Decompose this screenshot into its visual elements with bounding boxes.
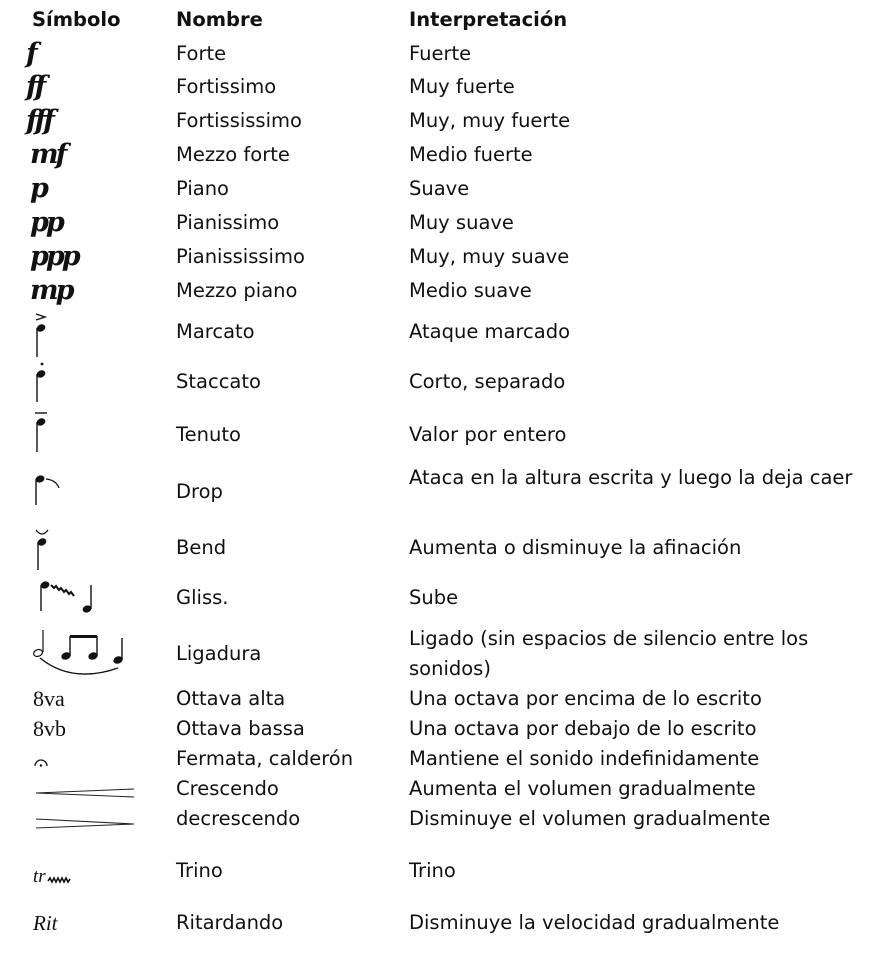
piano-symbol: p <box>30 173 46 204</box>
row-name: Crescendo <box>176 777 279 800</box>
row-interpretation: Muy, muy fuerte <box>409 109 571 132</box>
row-name: Ritardando <box>176 911 284 934</box>
row-interpretation: Sube <box>409 586 459 609</box>
row-name: Fortississimo <box>176 109 302 132</box>
row-name: Pianississimo <box>176 245 305 268</box>
drop-icon <box>34 475 64 511</box>
row-name: Mezzo piano <box>176 279 298 302</box>
row-interpretation: Fuerte <box>409 42 472 65</box>
row-interpretation: Muy suave <box>409 211 514 234</box>
crescendo-icon <box>34 787 136 799</box>
forte-symbol: f <box>26 38 35 69</box>
row-interpretation: Corto, separado <box>409 370 566 393</box>
row-name: Pianissimo <box>176 211 280 234</box>
row-interpretation: Medio fuerte <box>409 143 533 166</box>
ottava-alta-symbol: 8va <box>33 686 65 711</box>
slur-icon <box>32 628 128 680</box>
row-name: decrescendo <box>176 807 301 830</box>
row-interpretation: Una octava por debajo de lo escrito <box>409 717 757 740</box>
ottava-bassa-symbol: 8vb <box>33 716 66 741</box>
marcato-icon <box>30 311 54 359</box>
row-interpretation: Muy fuerte <box>409 75 515 98</box>
row-interpretation: Valor por entero <box>409 423 567 446</box>
row-name: Fermata, calderón <box>176 747 354 770</box>
decrescendo-icon <box>34 817 136 829</box>
row-name: Drop <box>176 480 223 503</box>
row-interpretation: Disminuye el volumen gradualmente <box>409 807 771 830</box>
row-interpretation: Una octava por encima de lo escrito <box>409 687 762 710</box>
header-name: Nombre <box>176 8 263 31</box>
trill-icon: tr <box>33 862 73 892</box>
row-interpretation: Disminuye la velocidad gradualmente <box>409 911 780 934</box>
row-interpretation: Ataque marcado <box>409 320 571 343</box>
header-interpretation: Interpretación <box>409 8 568 31</box>
row-interpretation: Mantiene el sonido indefinidamente <box>409 747 760 770</box>
row-interpretation: Aumenta o disminuye la afinación <box>409 536 742 559</box>
row-interpretation: Suave <box>409 177 470 200</box>
fermata-icon <box>33 756 51 768</box>
pianissimo-symbol: pp <box>30 207 62 238</box>
tenuto-icon <box>30 410 54 458</box>
mezzo-forte-symbol: mf <box>30 139 65 170</box>
mezzo-piano-symbol: mp <box>30 275 72 306</box>
row-name: Piano <box>176 177 229 200</box>
staccato-icon <box>30 360 54 408</box>
fortississimo-symbol: fff <box>26 105 52 136</box>
row-name: Gliss. <box>176 586 229 609</box>
fortissimo-symbol: ff <box>26 71 44 102</box>
row-name: Ottava bassa <box>176 717 305 740</box>
row-interpretation: Ataca en la altura escrita y luego la deja caer <box>409 466 853 489</box>
row-interpretation: Muy, muy suave <box>409 245 570 268</box>
row-interpretation: Medio suave <box>409 279 532 302</box>
row-name: Tenuto <box>176 423 241 446</box>
bend-icon <box>33 528 57 574</box>
row-name: Trino <box>176 859 223 882</box>
gliss-icon <box>38 579 98 617</box>
pianississimo-symbol: ppp <box>30 241 78 272</box>
row-interpretation: Trino <box>409 859 456 882</box>
row-name: Bend <box>176 536 227 559</box>
row-name: Forte <box>176 42 227 65</box>
row-name: Staccato <box>176 370 261 393</box>
ritardando-symbol: Rit <box>33 911 58 935</box>
row-name: Ottava alta <box>176 687 286 710</box>
row-name: Marcato <box>176 320 255 343</box>
row-interpretation: Aumenta el volumen gradualmente <box>409 777 756 800</box>
row-name: Ligadura <box>176 642 262 665</box>
row-name: Fortissimo <box>176 75 277 98</box>
header-symbol: Símbolo <box>32 8 121 31</box>
row-interpretation: Ligado (sin espacios de silencio entre los sonidos) <box>409 627 809 680</box>
row-name: Mezzo forte <box>176 143 290 166</box>
